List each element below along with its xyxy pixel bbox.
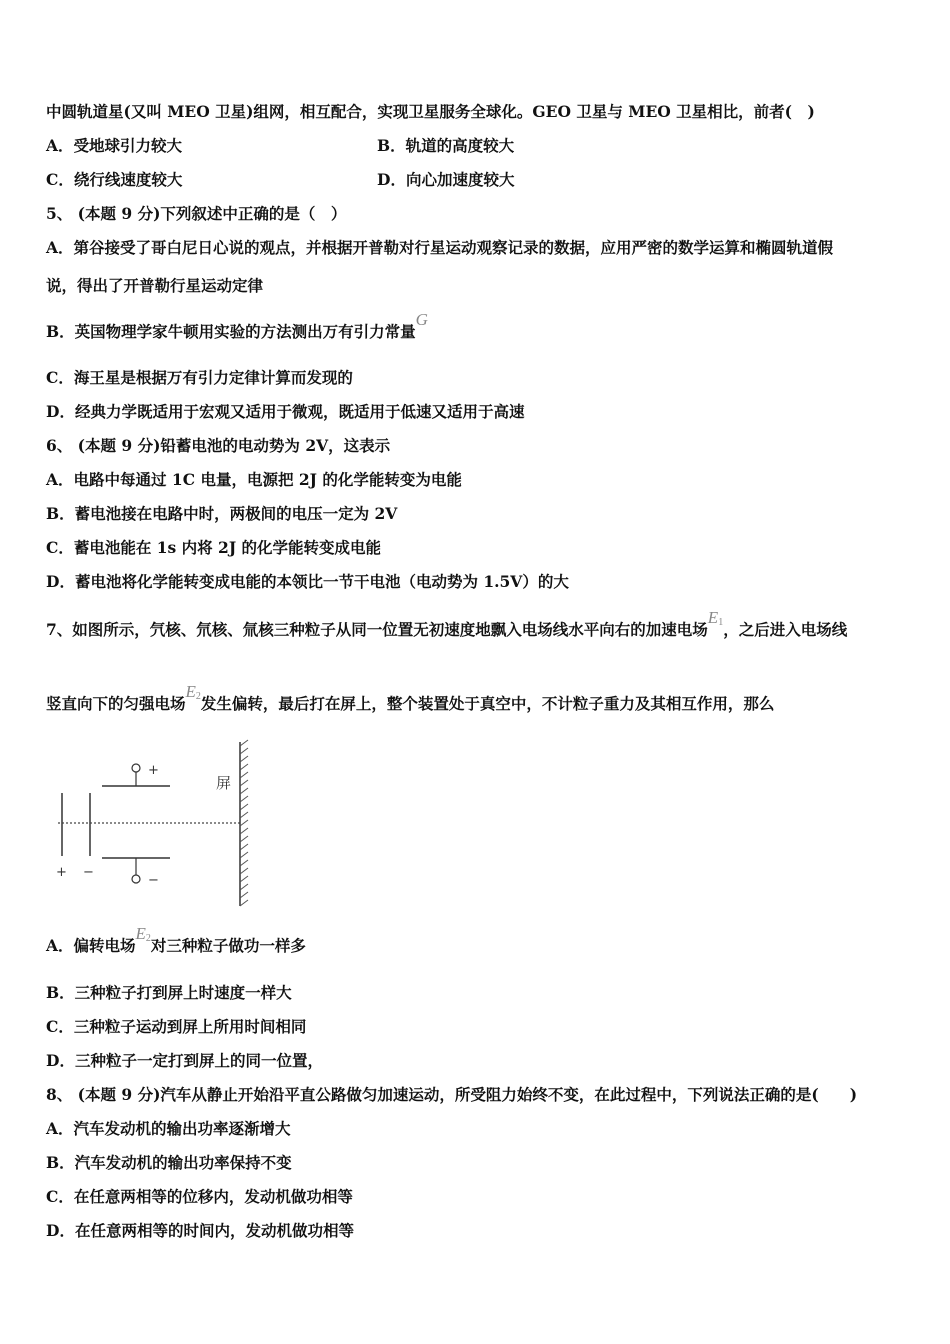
q8-option-c: C．在任意两相等的位移内，发动机做功相等 bbox=[46, 1187, 353, 1206]
screen-label: 屏 bbox=[216, 774, 232, 792]
q5-option-a-line1: A．第谷接受了哥白尼日心说的观点，并根据开普勒对行星运动观察记录的数据，应用严密的数学运算和椭圆轨道假 bbox=[46, 238, 834, 257]
q5-option-b-text: B．英国物理学家牛顿用实验的方法测出万有引力常量 bbox=[46, 322, 416, 341]
q7-text-post: ，之后进入电场线 bbox=[723, 620, 848, 639]
q4-option-d: D．向心加速度较大 bbox=[377, 170, 515, 189]
q7-text-pre: 7、如图所示，氕核、氘核、氚核三种粒子从同一位置无初速度地飘入电场线水平向右的加速电场 bbox=[46, 620, 708, 639]
question-7-stem-line2 bbox=[46, 682, 775, 719]
q6-option-b: B．蓄电池接在电路中时，两极间的电压一定为 2V bbox=[46, 504, 398, 523]
question-6-stem: 6、 (本题 9 分)铅蓄电池的电动势为 2V，这表示 bbox=[46, 436, 391, 455]
screen-hatching bbox=[240, 740, 248, 906]
q5-option-c: C．海王星是根据万有引力定律计算而发现的 bbox=[46, 368, 353, 387]
question-8-stem: 8、 (本题 9 分)汽车从静止开始沿平直公路做匀加速运动，所受阻力始终不变，在此过程中，下列说法正确的是( ) bbox=[46, 1085, 858, 1104]
q7-option-a-post: 对三种粒子做功一样多 bbox=[150, 936, 306, 955]
q8-option-d: D．在任意两相等的时间内，发动机做功相等 bbox=[46, 1221, 354, 1240]
q6-option-d: D．蓄电池将化学能转变成电能的本领比一节干电池（电动势为 1.5V）的大 bbox=[46, 572, 569, 591]
symbol-E2-option: $E_2$ bbox=[135, 924, 151, 944]
question-5-stem: 5、 (本题 9 分)下列叙述中正确的是（ ） bbox=[46, 204, 347, 223]
q7-option-a-pre: A．偏转电场 bbox=[46, 936, 136, 955]
q4-option-a: A．受地球引力较大 bbox=[46, 136, 183, 155]
q7b-text-post: 发生偏转，最后打在屏上，整个装置处于真空中，不计粒子重力及其相互作用，那么 bbox=[200, 694, 775, 713]
accel-plus-sign: + bbox=[56, 865, 67, 880]
q8-option-a: A．汽车发动机的输出功率逐渐增大 bbox=[46, 1119, 291, 1138]
q7-option-d: D．三种粒子一定打到屏上的同一位置， bbox=[46, 1051, 323, 1070]
bottom-minus-sign: − bbox=[148, 873, 159, 888]
bottom-terminal bbox=[132, 875, 140, 883]
q5-option-d: D．经典力学既适用于宏观又适用于微观，既适用于低速又适用于高速 bbox=[46, 402, 525, 421]
top-terminal bbox=[132, 764, 140, 772]
symbol-G: G bbox=[415, 310, 428, 329]
q5-option-a-line2: 说，得出了开普勒行星运动定律 bbox=[46, 276, 264, 295]
question-7-stem-line1 bbox=[46, 608, 848, 645]
question-4-stem-tail: 中圆轨道星(又叫 MEO 卫星)组网，相互配合，实现卫星服务全球化。GEO 卫星与 MEO 卫星相比，前者( ) bbox=[46, 102, 815, 121]
accel-minus-sign: − bbox=[83, 865, 94, 880]
q5-option-b bbox=[46, 310, 428, 342]
symbol-E2: $E_2$ bbox=[185, 682, 201, 702]
symbol-E1: $E_1$ bbox=[707, 608, 724, 628]
q7-option-c: C．三种粒子运动到屏上所用时间相同 bbox=[46, 1017, 307, 1036]
q6-option-a: A．电路中每通过 1C 电量，电源把 2J 的化学能转变为电能 bbox=[46, 470, 462, 489]
deflection-apparatus-figure bbox=[50, 738, 260, 910]
q8-option-b: B．汽车发动机的输出功率保持不变 bbox=[46, 1153, 292, 1172]
q7b-text-pre: 竖直向下的匀强电场 bbox=[46, 694, 186, 713]
q6-option-c: C．蓄电池能在 1s 内将 2J 的化学能转变成电能 bbox=[46, 538, 382, 557]
q4-option-c: C．绕行线速度较大 bbox=[46, 170, 183, 189]
q7-option-b: B．三种粒子打到屏上时速度一样大 bbox=[46, 983, 292, 1002]
q4-option-b: B．轨道的高度较大 bbox=[377, 136, 515, 155]
top-plus-sign: + bbox=[148, 763, 159, 778]
q7-option-a bbox=[46, 924, 306, 961]
